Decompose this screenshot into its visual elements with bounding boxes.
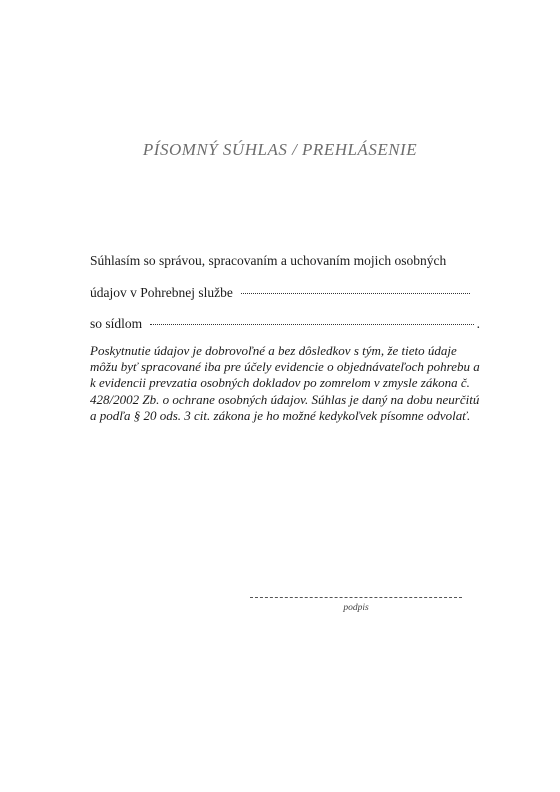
seat-label: so sídlom xyxy=(90,316,143,331)
seat-line xyxy=(90,316,480,332)
signature-line[interactable] xyxy=(250,597,462,598)
office-label: údajov v Pohrebnej službe xyxy=(90,285,233,300)
notice-paragraph: Poskytnutie údajov je dobrovoľné a bez dôsledkov s tým, že tieto údaje môžu byť spracované iba pre účely evidencie o objednávateľoch pohrebu a k evidencii prevzatia osobných dokladov po zomrelom v zmysle zákona č. 428/2002 Zb. o ochrane osobných údajov. Súhlas je daný na dobu neurčitú a podľa § 20 ods. 3 cit. zákona je ho možné kedykoľvek písomne odvolať. xyxy=(90,343,480,423)
seat-fill-field[interactable] xyxy=(150,324,473,325)
seat-line-end: . xyxy=(476,316,480,331)
signature-label: podpis xyxy=(343,603,369,613)
office-line xyxy=(90,285,470,301)
consent-line: Súhlasím so správou, spracovaním a uchovaním mojich osobných xyxy=(90,253,447,268)
document-title: PÍSOMNÝ SÚHLAS / PREHLÁSENIE xyxy=(142,140,418,159)
office-fill-field[interactable] xyxy=(241,293,470,294)
